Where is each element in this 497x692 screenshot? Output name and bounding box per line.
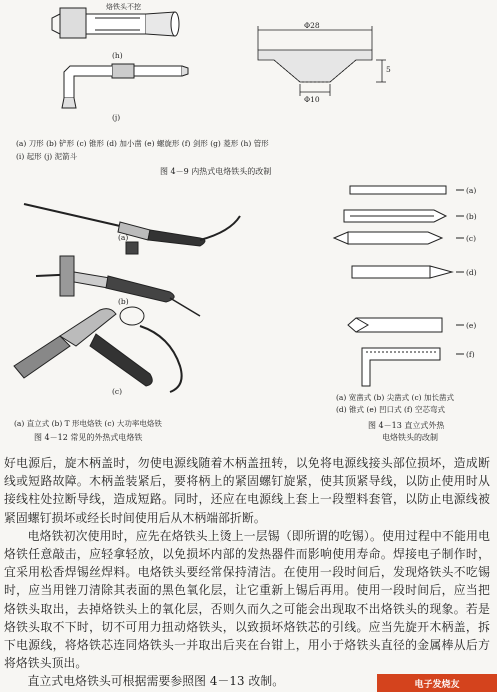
tip-b-illustration (344, 210, 464, 222)
tip-h-annotation: 烙铁头不挖 (106, 3, 141, 11)
body-text (4, 454, 490, 691)
tip-e-illustration (348, 318, 464, 332)
fig-4-13-caption-line1: 图 4－13 直立式外热 (368, 421, 445, 430)
tip-f-illustration (362, 348, 464, 386)
tip-c-label: (c) (466, 234, 477, 243)
tip-c-illustration (334, 232, 464, 244)
fig-4-13-legend-line2: (d) 锥式 (e) 凹口式 (f) 空芯弯式 (336, 405, 445, 414)
fig-4-12-caption: 图 4－12 常见的外热式电烙铁 (34, 433, 143, 442)
iron-a-label: (a) (118, 233, 129, 242)
tip-j-label: (j) (112, 113, 121, 122)
tip-d-label: (d) (466, 268, 477, 277)
tip-j-illustration (62, 64, 188, 108)
paragraph-1: 好电源后，旋木柄盖时，勿使电源线随着木柄盖扭转，以免将电源线接头部位损坏，造成断线或短路故障。木柄盖装紧后，要将柄上的紧固螺钉旋紧，使其顶紧导线，以防止使用时从接线柱处拉断导线，造成短路。同时，还应在电源线上套上一段塑料套管，以防止电源线被紧固螺钉损坏或经长时间使用后从木柄端部折断。 (4, 456, 490, 525)
watermark-logo: 电子发烧友 (377, 674, 497, 692)
paragraph-2: 电烙铁初次使用时，应先在烙铁头上烫上一层锡（即所谓的吃锡）。使用过程中不能用电烙铁任意敲击，应轻拿轻放，以免损坏内部的发热器件而影响使用寿命。焊接电子制作时，宜采用松香焊锡丝焊料。电烙铁头要经常保持清洁。在使用一段时间后，发现烙铁头不吃锡时，应当用锉刀清除其表面的黑色氧化层，让它重新上锡后再用。使用一段时间后，应当把烙铁头取出，去掉烙铁头上的氧化层，否则久而久之可能会出现取不出烙铁头的现象。若是烙铁头取不下时，切不可用力扭动烙铁头，以致损坏烙铁芯的引线。应当先旋开木柄盖，拆下电源线，将烙铁芯连同烙铁头一并取出后夹在台钳上，用小于烙铁头直径的金属棒从后方将烙铁头顶出。 (4, 528, 490, 671)
dim-side-label: 5 (386, 65, 391, 74)
fig-4-13-caption-line2: 电烙铁头的改制 (382, 433, 438, 442)
tip-a-illustration (350, 186, 464, 194)
tip-dimension-drawing (258, 26, 386, 96)
iron-c-illustration (14, 307, 182, 392)
iron-c-label: (c) (112, 387, 123, 396)
fig-4-9-caption: 图 4－9 内热式电烙铁头的改制 (160, 167, 272, 176)
paragraph-3: 直立式电烙铁头可根据需要参照图 4－13 改制。 (27, 674, 285, 689)
iron-b-illustration (36, 256, 200, 316)
tip-h-label: (h) (112, 51, 123, 60)
iron-b-label: (b) (118, 297, 129, 306)
dim-bottom-label: Φ10 (304, 95, 320, 104)
tip-a-label: (a) (466, 186, 477, 195)
fig-4-9-legend-line2: (i) 起形 (j) 泥箭斗 (16, 152, 78, 161)
dim-top-label: Φ28 (304, 21, 320, 30)
fig-4-13-legend-line1: (a) 宽凿式 (b) 尖凿式 (c) 加长凿式 (336, 393, 454, 402)
tip-d-illustration (352, 266, 464, 278)
iron-a-illustration (24, 204, 240, 254)
fig-4-12-legend: (a) 直立式 (b) T 形电烙铁 (c) 大功率电烙铁 (14, 419, 162, 428)
tip-b-label: (b) (466, 212, 477, 221)
fig-4-9-legend-line1: (a) 刀形 (b) 铲形 (c) 锥形 (d) 加小凿 (e) 螺旋形 (f) 剑形 (g) 菱形 (h) 管形 (16, 139, 269, 148)
tip-f-label: (f) (466, 350, 475, 359)
fig-4-12-drawing (0, 186, 330, 416)
fig-4-9-drawing (0, 0, 497, 140)
tip-e-label: (e) (466, 321, 477, 330)
tip-h-illustration (52, 8, 179, 38)
